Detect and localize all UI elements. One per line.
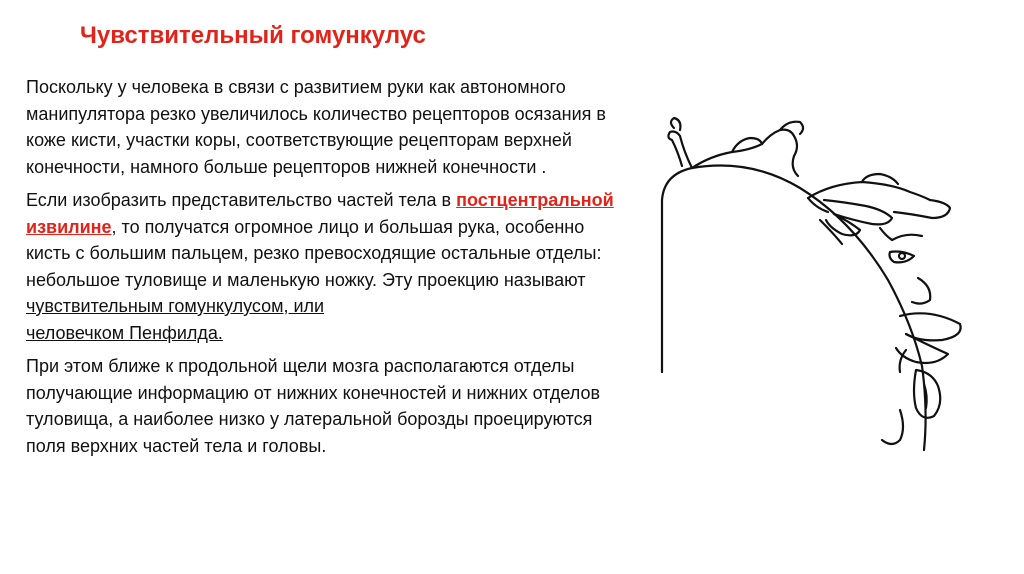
paragraph-3: При этом ближе к продольной щели мозга располагаются отделы получающие информацию от нижних конечностей и нижних отделов туловища, а наиболее низко у латеральной борозды проецируются поля верхних частей тела и головы. [26, 356, 601, 456]
paragraph-2-part-1: Если изобразить представительство частей тела в [26, 190, 457, 210]
paragraph-2 [26, 187, 616, 346]
penfield-term: человечком Пенфилда. [26, 322, 223, 343]
body-text [26, 74, 616, 466]
slide-title: Чувствительный гомункулус [80, 22, 426, 49]
homunculus-term: чувствительным гомункулусом, или [26, 296, 325, 316]
homunculus-figure [630, 110, 970, 470]
paragraph-1: Поскольку у человека в связи с развитием руки как автономного манипулятора резко увеличилось количество рецепторов осязания в коже кисти, участки коры, соответствующие рецепторам верхней конечности, намного больше рецепторов нижней конечности . [26, 77, 606, 177]
sensory-homunculus-illustration-icon [630, 110, 970, 470]
paragraph-2-part-2: , то получатся огромное лицо и большая рука, особенно кисть с большим пальцем, резко превосходящие остальные отделы: небольшое туловище и маленькую ножку. Эту проекцию называют [26, 216, 602, 290]
postcentral-gyrus-link[interactable]: постцентральной извилине [26, 190, 614, 237]
